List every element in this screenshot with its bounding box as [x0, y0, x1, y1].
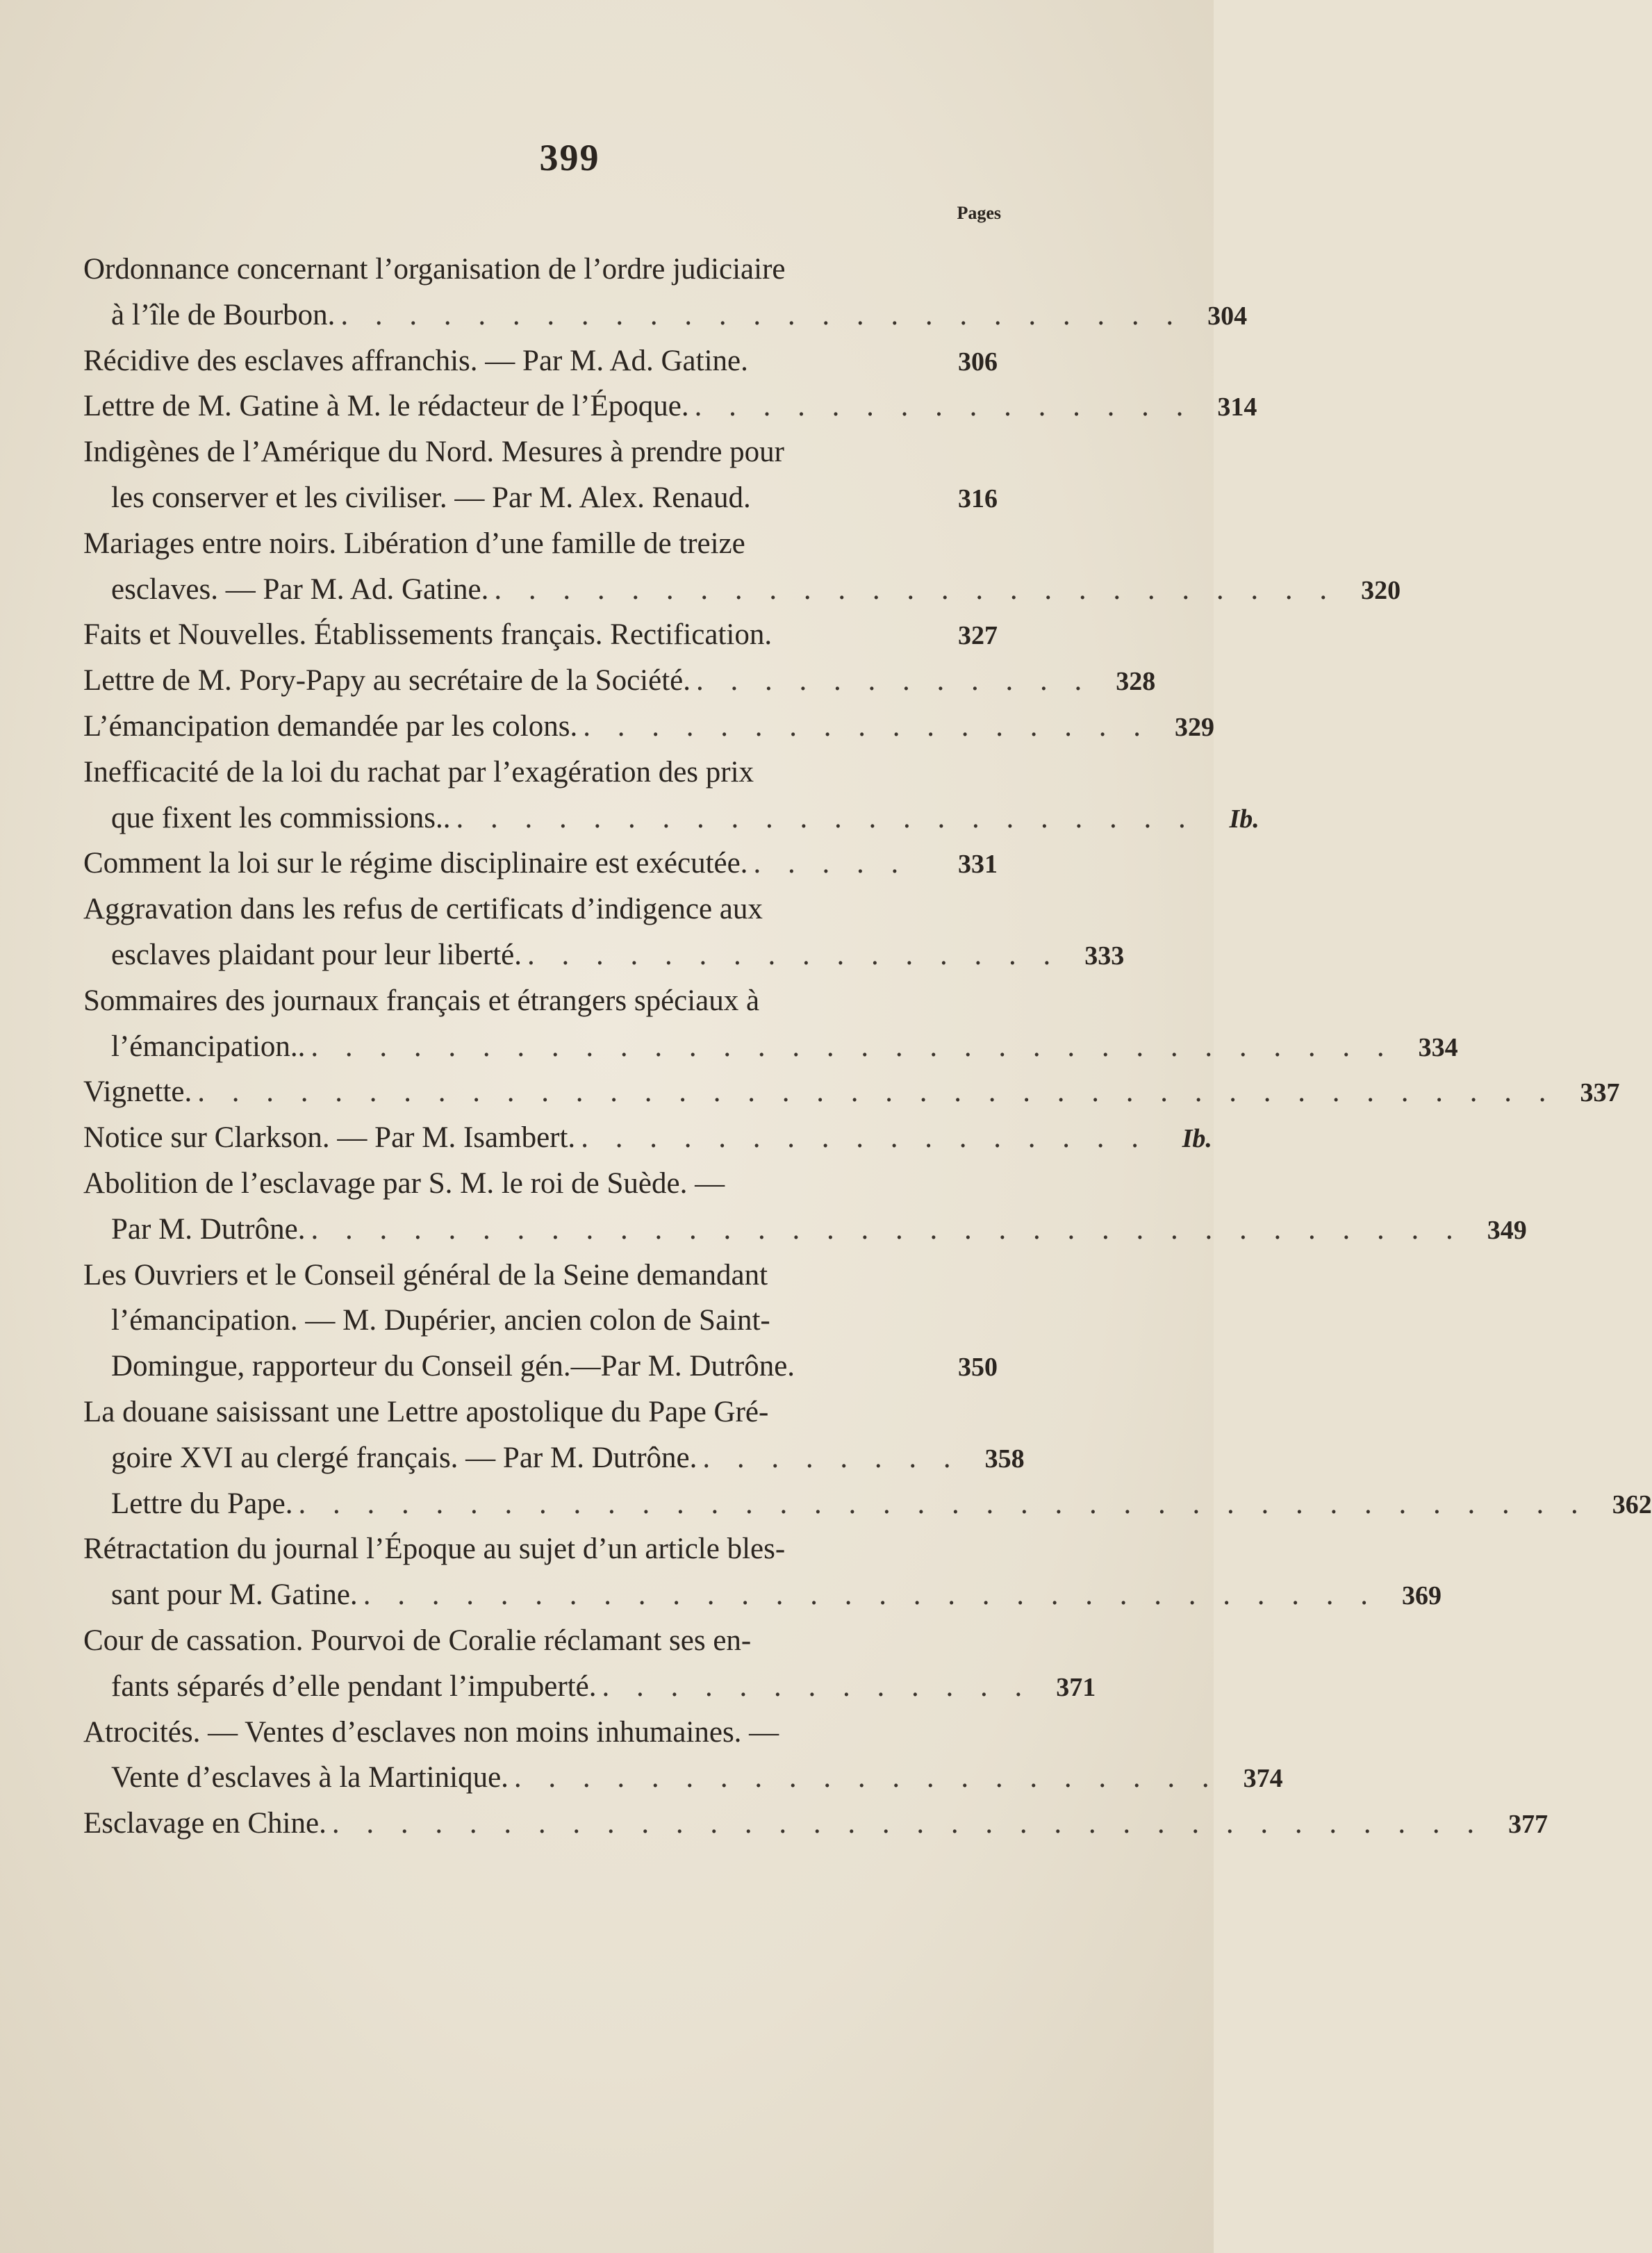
page-ref: 350 [958, 1353, 998, 1383]
toc-line [83, 338, 998, 384]
leader-dots: . . . . . . . . . . . . . . . . . . . . . . . . . . . . . . . . . . . . . . . . [197, 1075, 1556, 1109]
toc-entry [83, 383, 1257, 429]
toc-line: l’émancipation. — M. Dupérier, ancien colon de Saint- [111, 1304, 770, 1337]
toc-text: fants séparés d’elle pendant l’impuberté. [111, 1669, 597, 1703]
toc-entry [83, 1389, 1025, 1481]
toc-line [83, 567, 1401, 613]
toc-text: Récidive des esclaves affranchis. — Par M. Ad. Gatine. [83, 344, 748, 377]
page-ref: 327 [958, 621, 998, 651]
toc-entry [83, 750, 1259, 841]
toc-line [83, 292, 1248, 338]
toc-line: Les Ouvriers et le Conseil général de la Seine demandant [83, 1258, 768, 1291]
toc-line [83, 1344, 998, 1389]
leader-dots: . . . . . . . . . . . . . [602, 1669, 1032, 1703]
toc-text: Lettre du Pape. [111, 1487, 293, 1520]
toc-line [83, 1435, 1025, 1481]
page-ref: 314 [1217, 393, 1257, 422]
toc-line: Atrocités. — Ventes d’esclaves non moins inhumaines. — [83, 1715, 779, 1749]
toc-entry [83, 1526, 1442, 1618]
page-ref: 334 [1418, 1032, 1458, 1062]
page-ref: 333 [1084, 941, 1125, 971]
page-ref: 328 [1116, 667, 1156, 697]
toc-text: sant pour M. Gatine. [111, 1578, 358, 1612]
toc-entry [83, 886, 1125, 978]
toc-line [83, 1572, 1442, 1618]
toc-line [83, 1801, 1548, 1847]
toc-entry [83, 429, 998, 521]
toc-line [83, 841, 998, 886]
leader-dots: . . . . . . . . . . . . . . . . . . . . . . [456, 801, 1196, 834]
toc-line: Sommaires des journaux français et étrangers spéciaux à [83, 984, 760, 1017]
toc-line [83, 1755, 1283, 1801]
toc-text: les conserver et les civiliser. — Par M. Alex. Renaud. [111, 481, 751, 514]
toc-line: La douane saisissant une Lettre apostolique du Pape Gré- [83, 1395, 769, 1428]
page-ref: 304 [1207, 301, 1248, 331]
toc-line [83, 475, 998, 521]
page-ref: 369 [1401, 1581, 1442, 1611]
pages-column-label: Pages [957, 203, 1001, 223]
toc-text: esclaves. — Par M. Ad. Gatine. [111, 572, 489, 606]
toc-entry [83, 1161, 1527, 1253]
toc-line: Inefficacité de la loi du rachat par l’exagération des prix [83, 755, 754, 789]
toc-line: Ordonnance concernant l’organisation de l’ordre judiciaire [83, 253, 786, 286]
toc-line [83, 1069, 1620, 1115]
table-of-contents [83, 247, 1652, 1847]
toc-text: Notice sur Clarkson. — Par M. Isambert. [83, 1121, 576, 1155]
toc-entry [83, 1069, 1620, 1115]
page-ref: 358 [984, 1444, 1025, 1474]
toc-entry [83, 1253, 998, 1389]
toc-text: l’émancipation.. [111, 1030, 306, 1063]
page-ref: 329 [1175, 712, 1214, 742]
leader-dots: . . . . . . . . . . . . . . . . . . . . . . . . . . . . . . . . [311, 1030, 1394, 1063]
page-ref: 371 [1056, 1672, 1096, 1702]
toc-text: goire XVI au clergé français. — Par M. Dutrône. [111, 1441, 697, 1474]
toc-line [83, 612, 998, 658]
toc-entry [83, 1801, 1548, 1847]
leader-dots: . . . . . . . . . . . . . . . . . [581, 1121, 1148, 1155]
toc-line [83, 1115, 1212, 1161]
toc-line: Indigènes de l’Amérique du Nord. Mesures à prendre pour [83, 436, 784, 469]
leader-dots: . . . . . . . . . . . . . . . . . . . . . [513, 1761, 1219, 1794]
toc-text: esclaves plaidant pour leur liberté. [111, 938, 522, 971]
toc-line [83, 658, 1156, 704]
toc-line: Rétractation du journal l’Époque au sujet d’un article bles- [83, 1533, 786, 1566]
toc-line: Abolition de l’esclavage par S. M. le roi de Suède. — [83, 1166, 725, 1200]
page-ref: Ib. [1182, 1124, 1212, 1154]
leader-dots: . . . . . [753, 847, 909, 880]
toc-line: Aggravation dans les refus de certificats d’indigence aux [83, 893, 763, 926]
toc-line: Mariages entre noirs. Libération d’une famille de treize [83, 527, 745, 560]
toc-line [83, 1207, 1527, 1253]
toc-text: à l’île de Bourbon. [111, 298, 336, 331]
leader-dots: . . . . . . . . . . . . . . . . . . . . . . . . . . . . . . . . . . [331, 1807, 1485, 1840]
leader-dots: . . . . . . . . . . . . . . . . . [583, 709, 1150, 743]
leader-dots: . . . . . . . . . . . . . . . . . . . . . . . . . . . . . . . . . . . . . . [298, 1487, 1588, 1520]
toc-line [83, 704, 1214, 750]
toc-text: Comment la loi sur le régime disciplinaire est exécutée. [83, 847, 748, 880]
toc-text: Vente d’esclaves à la Martinique. [111, 1761, 509, 1794]
toc-text: Par M. Dutrône. [111, 1212, 306, 1246]
page-number: 399 [539, 137, 600, 179]
page-ref: 377 [1508, 1810, 1548, 1840]
toc-text: L’émancipation demandée par les colons. [83, 709, 578, 743]
toc-text: Domingue, rapporteur du Conseil gén.—Par M. Dutrône. [111, 1350, 795, 1383]
toc-entry [83, 1115, 1212, 1161]
toc-line: Cour de cassation. Pourvoi de Coralie réclamant ses en- [83, 1624, 752, 1657]
toc-text: Lettre de M. Gatine à M. le rédacteur de l’Époque. [83, 390, 689, 423]
toc-entry [83, 658, 1156, 704]
leader-dots: . . . . . . . . . . . . . . . [694, 390, 1193, 423]
toc-entry [83, 521, 1401, 613]
page-ref: 374 [1243, 1764, 1283, 1794]
toc-text: Vignette. [83, 1075, 192, 1109]
page-ref: 349 [1487, 1215, 1527, 1245]
toc-text: que fixent les commissions.. [111, 801, 451, 834]
leader-dots: . . . . . . . . . . . . . . . . . . . . . . . . . [340, 298, 1184, 331]
toc-entry [83, 247, 1248, 338]
toc-line [83, 1664, 1096, 1710]
toc-text: Lettre de M. Pory-Papy au secrétaire de la Société. [83, 664, 691, 698]
toc-entry [83, 1618, 1096, 1710]
page-ref: 362 [1612, 1489, 1652, 1519]
toc-text: Esclavage en Chine. [83, 1807, 327, 1840]
toc-text: Faits et Nouvelles. Établissements français. Rectification. [83, 618, 773, 652]
toc-entry [83, 612, 998, 658]
leader-dots: . . . . . . . . . . . . . . . . . . . . . . . . . . . . . . . . . . [311, 1212, 1463, 1246]
toc-entry [83, 841, 998, 886]
leader-dots: . . . . . . . . . . . . . . . . . . . . . . . . . [494, 572, 1337, 606]
page-ref: 306 [958, 347, 998, 377]
page-ref: Ib. [1229, 804, 1259, 834]
toc-entry [83, 338, 998, 384]
toc-line [83, 1481, 1652, 1527]
page-ref: 337 [1580, 1078, 1620, 1108]
toc-entry [83, 1481, 1652, 1527]
page-ref: 320 [1361, 575, 1401, 605]
toc-entry [83, 978, 1458, 1070]
toc-line [83, 932, 1125, 978]
toc-line [83, 1024, 1458, 1070]
page-ref: 316 [958, 484, 998, 513]
toc-line [83, 795, 1259, 841]
leader-dots: . . . . . . . . . . . . [695, 664, 1092, 698]
toc-entry [83, 1710, 1283, 1801]
toc-entry [83, 704, 1214, 750]
leader-dots: . . . . . . . . . . . . . . . . . . . . . . . . . . . . . . [363, 1578, 1378, 1612]
page-ref: 331 [958, 850, 998, 880]
leader-dots: . . . . . . . . . . . . . . . . [527, 938, 1061, 971]
toc-line [83, 383, 1257, 429]
leader-dots: . . . . . . . . [702, 1441, 961, 1474]
